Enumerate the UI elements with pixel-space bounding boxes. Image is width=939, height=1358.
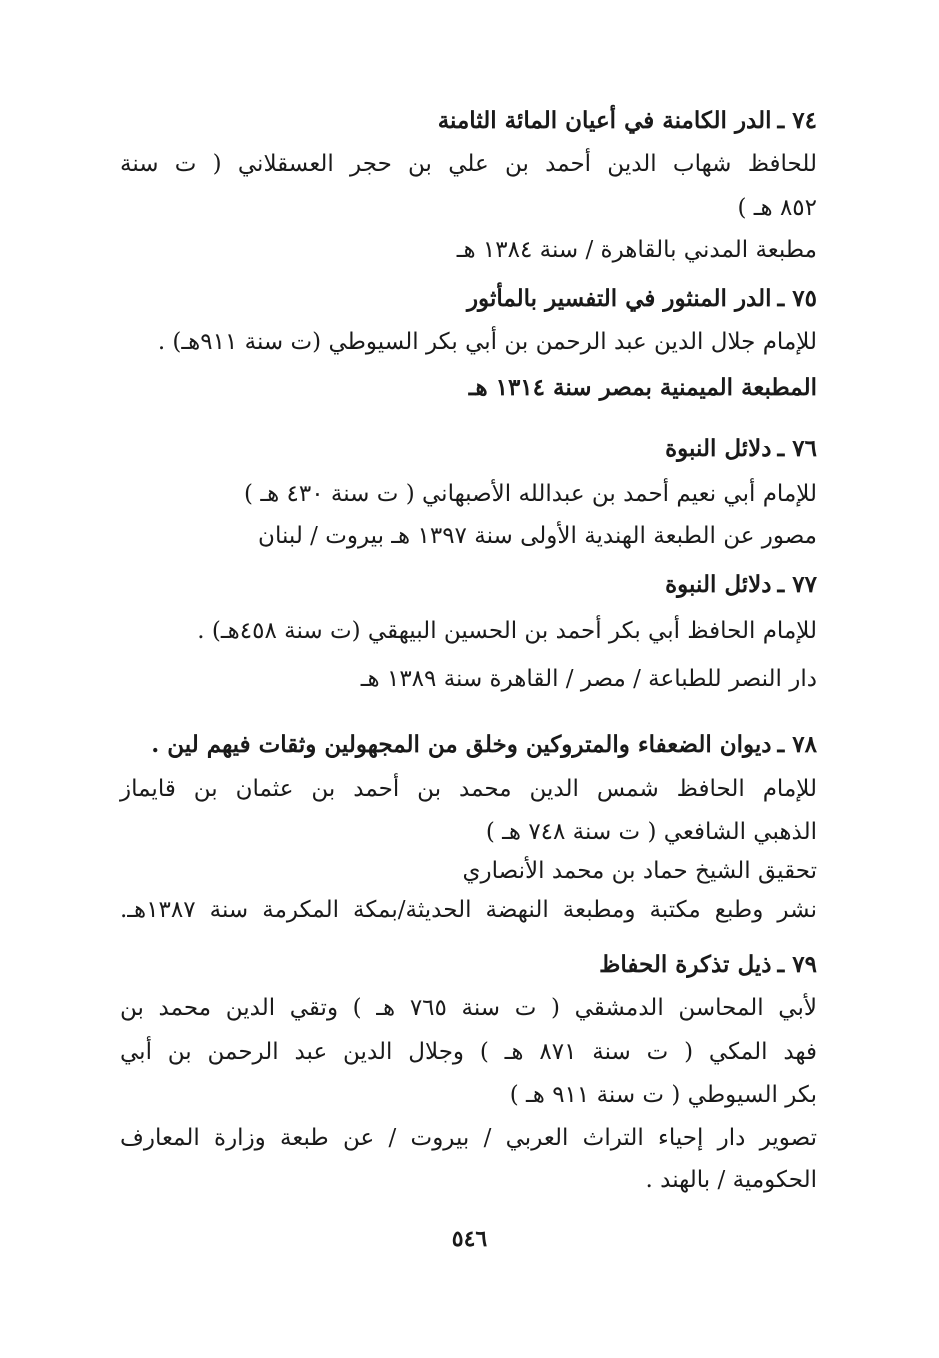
entry-75-heading <box>467 282 817 316</box>
entry-79-line-4: تصوير دار إحياء التراث العربي / بيروت / عن طبعة وزارة المعارف <box>120 1125 817 1151</box>
entry-79-line-2: فهد المكي ( ت سنة ٨٧١ هـ ) وجلال الدين عبد الرحمن بن أبي <box>120 1039 817 1065</box>
entry-title: ذيل تذكرة الحفاظ <box>599 951 772 978</box>
entry-76-line-2: مصور عن الطبعة الهندية الأولى سنة ١٣٩٧ هـ بيروت / لبنان <box>258 523 817 549</box>
entry-77-heading <box>665 568 817 602</box>
entry-title: دلائل النبوة <box>665 435 772 462</box>
entry-78-heading <box>151 728 817 762</box>
entry-number: ٧٧ ـ <box>777 571 817 598</box>
entry-74-line-3: مطبعة المدني بالقاهرة / سنة ١٣٨٤ هـ <box>456 237 817 263</box>
page-number: ٥٤٦ <box>451 1226 488 1252</box>
entry-78-line-4: نشر وطبع مكتبة ومطبعة النهضة الحديثة/بمكة المكرمة سنة ١٣٨٧هـ. <box>120 897 817 923</box>
entry-number: ٧٥ ـ <box>777 285 817 312</box>
entry-79-line-1: لأبي المحاسن الدمشقي ( ت سنة ٧٦٥ هـ ) وتقي الدين محمد بن <box>120 995 817 1021</box>
entry-title: ديوان الضعفاء والمتروكين وخلق من المجهولين وثقات فيهم لين . <box>151 731 772 758</box>
entry-number: ٧٨ ـ <box>777 731 817 758</box>
entry-title: الدر الكامنة في أعيان المائة الثامنة <box>437 107 772 134</box>
entry-78-line-2: الذهبي الشافعي ( ت سنة ٧٤٨ هـ ) <box>485 819 817 845</box>
entry-title: الدر المنثور في التفسير بالمأثور <box>466 285 772 312</box>
entry-number: ٧٤ ـ <box>777 107 817 134</box>
entry-79-line-5: الحكومية / بالهند . <box>645 1167 817 1193</box>
entry-title: دلائل النبوة <box>665 571 772 598</box>
entry-75-line-1: للإمام جلال الدين عبد الرحمن بن أبي بكر السيوطي (ت سنة ٩١١هـ) . <box>157 329 817 355</box>
entry-74-heading <box>438 104 817 138</box>
entry-78-line-3: تحقيق الشيخ حماد بن محمد الأنصاري <box>462 858 817 884</box>
entry-75-line-2: المطبعة الميمنية بمصر سنة ١٣١٤ هـ <box>468 374 817 401</box>
entry-number: ٧٩ ـ <box>777 951 817 978</box>
entry-77-line-1: للإمام الحافظ أبي بكر أحمد بن الحسين البيهقي (ت سنة ٤٥٨هـ) . <box>197 618 817 644</box>
entry-number: ٧٦ ـ <box>777 435 817 462</box>
entry-77-line-2: دار النصر للطباعة / مصر / القاهرة سنة ١٣٨٩ هـ <box>360 666 817 692</box>
entry-74-line-2: ٨٥٢ هـ ) <box>737 195 817 221</box>
entry-79-heading <box>599 948 817 982</box>
entry-76-heading <box>665 432 817 466</box>
entry-78-line-1: للإمام الحافظ شمس الدين محمد بن أحمد بن عثمان بن قايماز <box>120 776 817 802</box>
entry-74-line-1: للحافظ شهاب الدين أحمد بن علي بن حجر العسقلاني ( ت سنة <box>120 151 817 177</box>
entry-76-line-1: للإمام أبي نعيم أحمد بن عبدالله الأصبهاني ( ت سنة ٤٣٠ هـ ) <box>244 481 817 507</box>
entry-79-line-3: بكر السيوطي ( ت سنة ٩١١ هـ ) <box>509 1082 817 1108</box>
